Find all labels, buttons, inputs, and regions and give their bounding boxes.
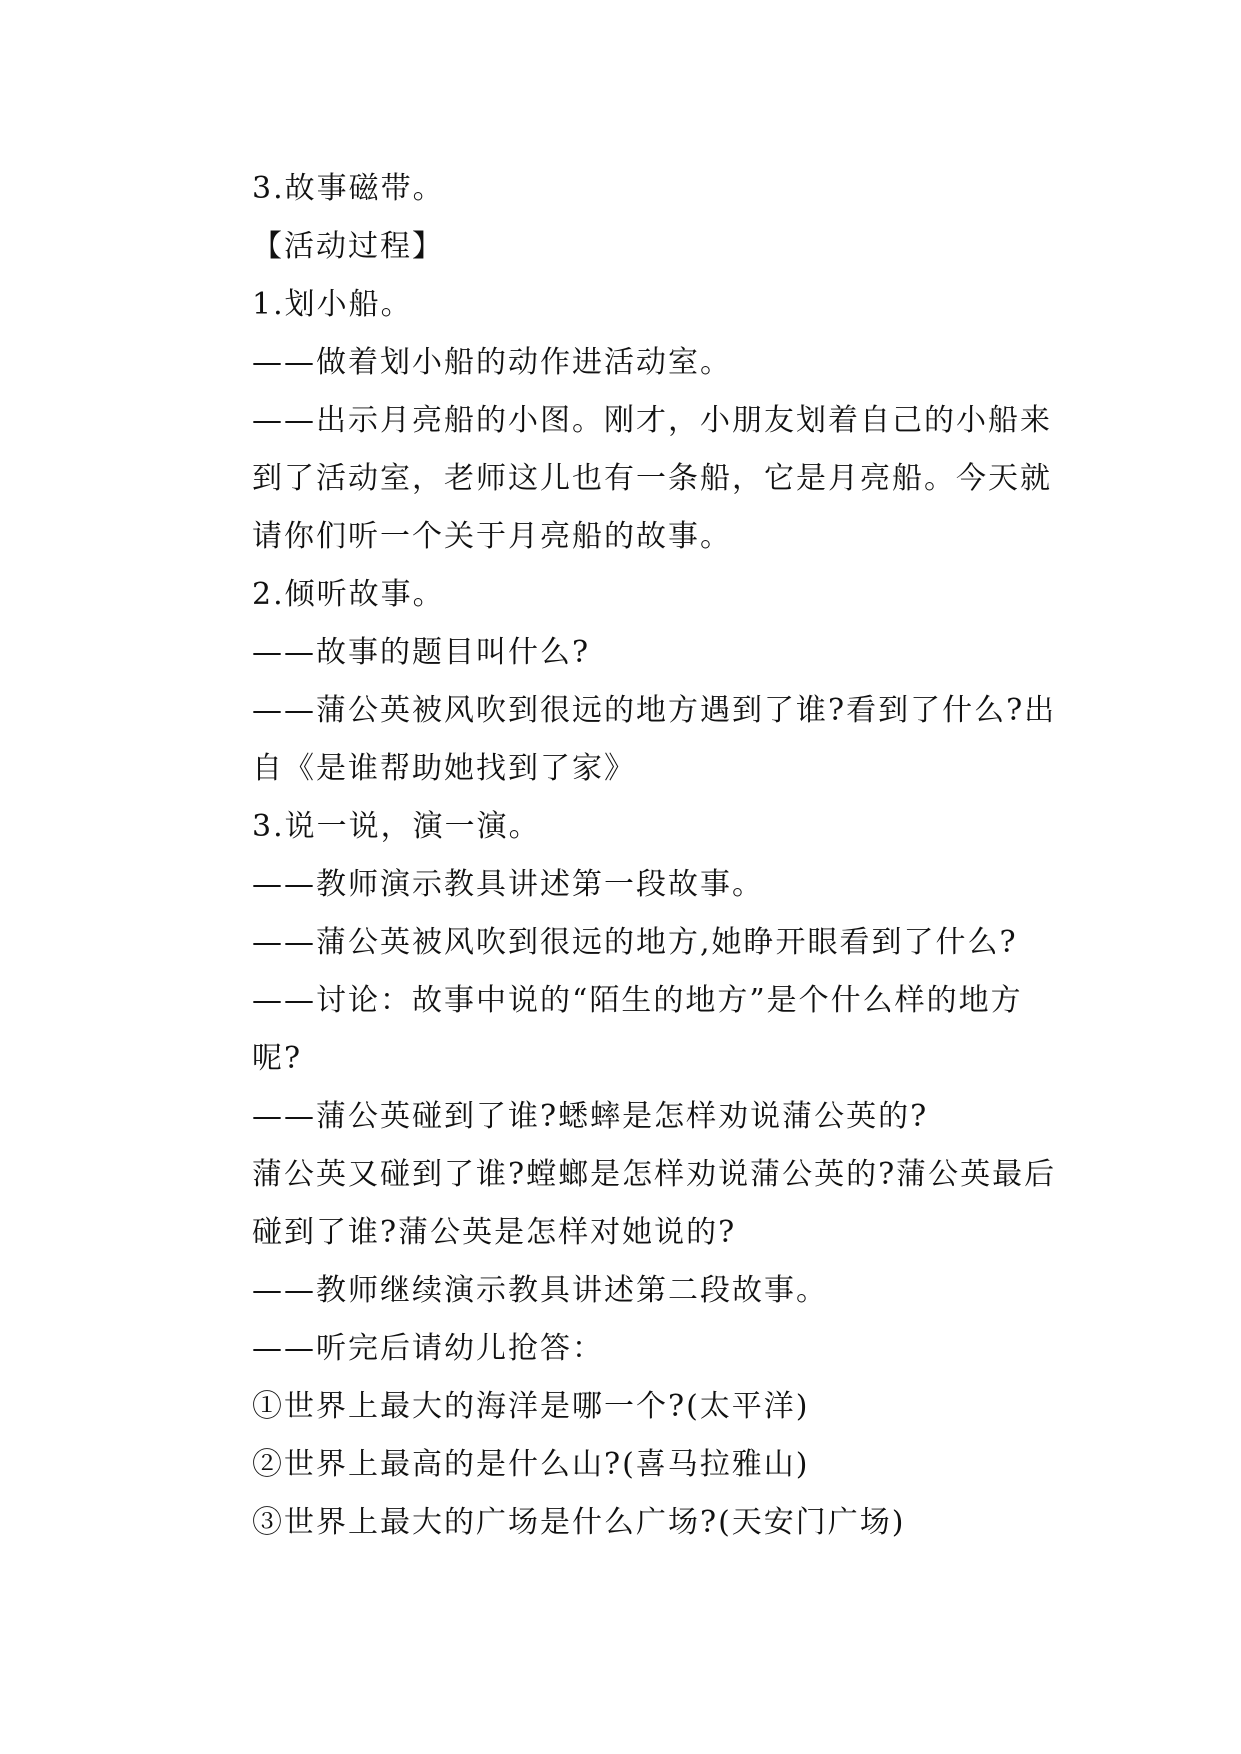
paragraph-step3-cricket: ——蒲公英碰到了谁?蟋蟀是怎样劝说蒲公英的? <box>252 1099 929 1134</box>
step-heading-2: 2.倾听故事。 <box>252 577 445 612</box>
quiz-item-1: ①世界上最大的海洋是哪一个?(太平洋) <box>252 1389 810 1424</box>
paragraph-step1-intro: ——出示月亮船的小图。刚才，小朋友划着自己的小船来到了活动室，老师这儿也有一条船，它是月亮船。今天就请你们听一个关于月亮船的故事。 <box>252 403 1052 554</box>
paragraph-step3-first-section: ——教师演示教具讲述第一段故事。 <box>252 867 764 902</box>
paragraph-step3-quiz-intro: ——听完后请幼儿抢答： <box>252 1331 604 1366</box>
paragraph-step3-discussion: ——讨论：故事中说的“陌生的地方”是个什么样的地方呢? <box>252 983 1023 1076</box>
step-heading-3: 3.说一说，演一演。 <box>252 809 541 844</box>
quiz-item-2: ②世界上最高的是什么山?(喜马拉雅山) <box>252 1447 810 1482</box>
paragraph-step2-question-met: ——蒲公英被风吹到很远的地方遇到了谁?看到了什么?出自《是谁帮助她找到了家》 <box>252 693 1057 786</box>
paragraph-step3-second-section: ——教师继续演示教具讲述第二段故事。 <box>252 1273 828 1308</box>
paragraph-step2-question-title: ——故事的题目叫什么? <box>252 635 591 670</box>
quiz-item-3: ③世界上最大的广场是什么广场?(天安门广场) <box>252 1505 906 1540</box>
paragraph-step3-question-saw: ——蒲公英被风吹到很远的地方,她睁开眼看到了什么? <box>252 925 1018 960</box>
step-heading-1: 1.划小船。 <box>252 287 413 322</box>
paragraph-step1-action: ——做着划小船的动作进活动室。 <box>252 345 732 380</box>
document-body <box>190 160 1070 1552</box>
paragraph-step3-mantis: 蒲公英又碰到了谁?螳螂是怎样劝说蒲公英的?蒲公英最后碰到了谁?蒲公英是怎样对她说的? <box>252 1157 1057 1250</box>
paragraph-materials-tape: 3.故事磁带。 <box>252 171 445 206</box>
section-heading-activity-process: 【活动过程】 <box>252 229 444 264</box>
